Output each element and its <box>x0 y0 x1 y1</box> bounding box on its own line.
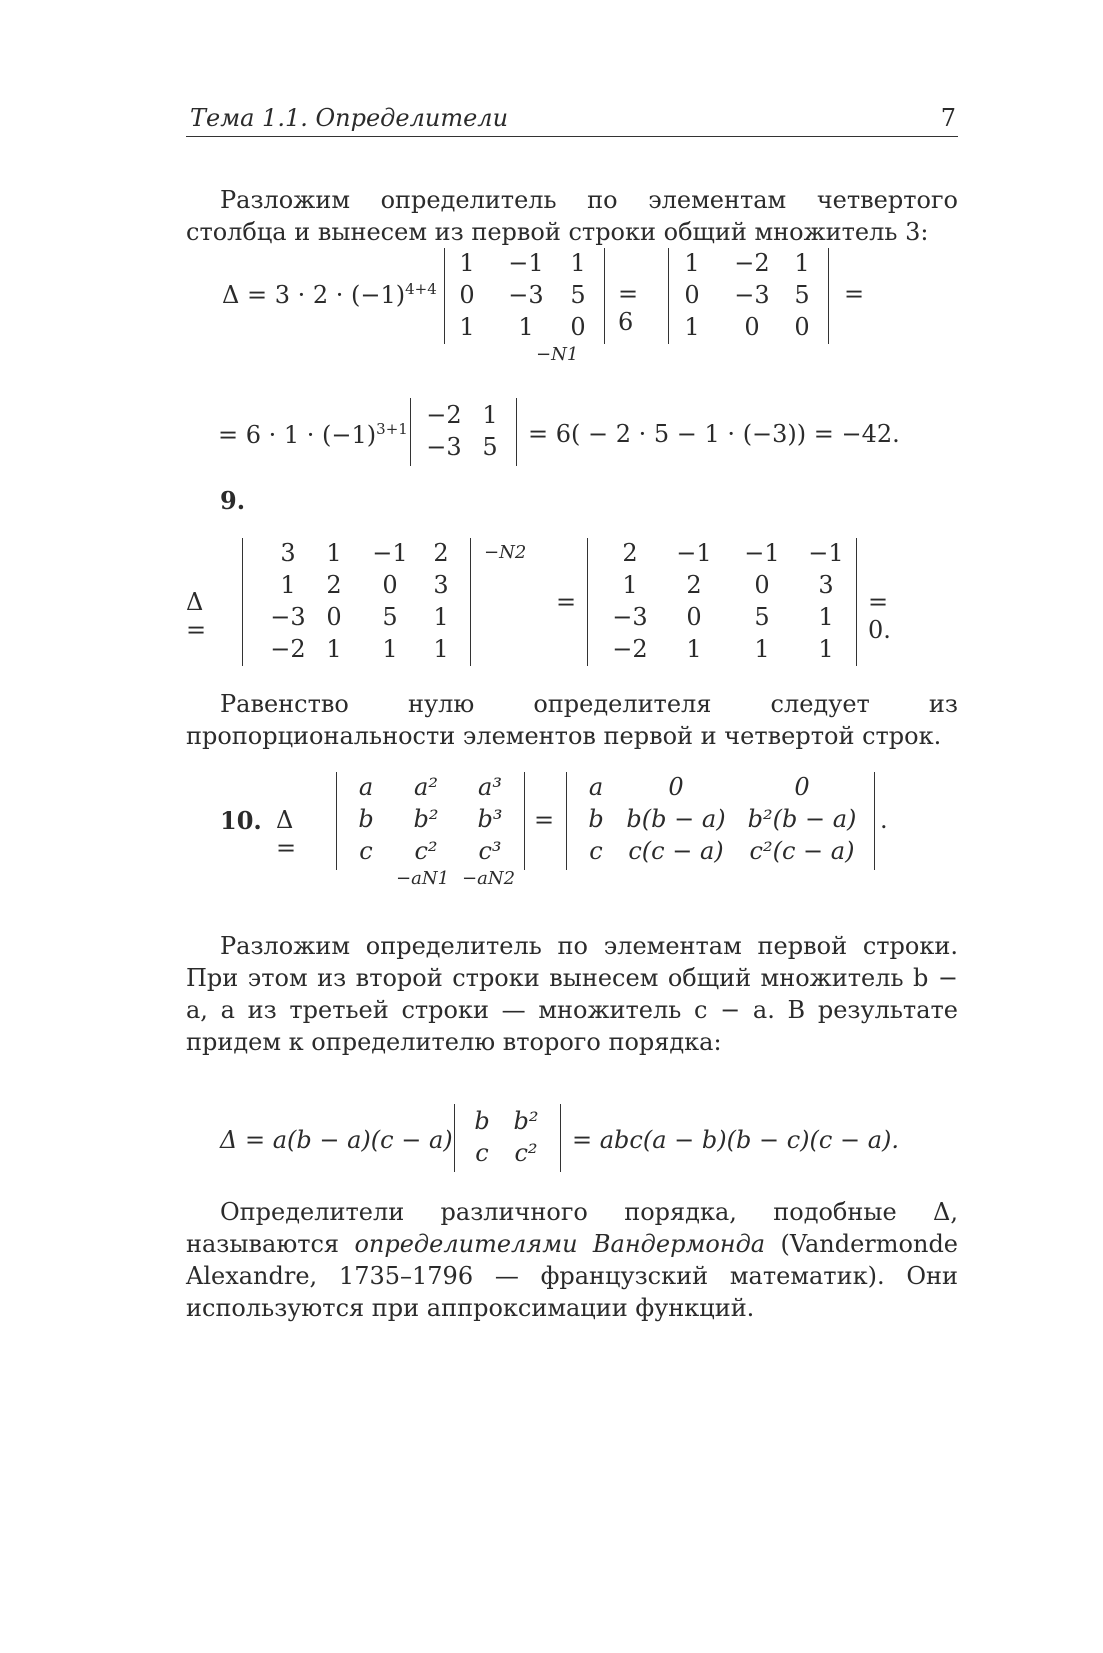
matrix-cell: −3 <box>508 281 544 309</box>
eq3-rhs: = abc(a − b)(b − c)(c − a). <box>572 1126 899 1154</box>
matrix-cell: 0 <box>668 773 684 801</box>
eq9-rhs: = 0. <box>868 588 891 644</box>
matrix-cell: b³ <box>477 805 503 833</box>
matrix-cell: c² <box>514 1139 538 1167</box>
matrix-cell: 1 <box>518 313 534 341</box>
det-bar <box>828 248 829 344</box>
eq2-lhs-exponent: 3+1 <box>376 420 408 438</box>
matrix-cell: c³ <box>478 837 502 865</box>
matrix-cell: c²(c − a) <box>749 837 855 865</box>
det-bar <box>444 248 445 344</box>
det-bar <box>604 248 605 344</box>
det-bar <box>587 538 588 666</box>
matrix-cell: 1 <box>794 249 810 277</box>
det-bar <box>410 398 411 466</box>
matrix-cell: 1 <box>382 635 398 663</box>
eq2-lhs-text: = 6 · 1 · (−1) <box>218 421 377 449</box>
matrix-cell: −2 <box>734 249 770 277</box>
matrix-cell: −3 <box>426 433 462 461</box>
matrix-cell: 0 <box>794 313 810 341</box>
matrix-cell: 0 <box>382 571 398 599</box>
problem-9-label: 9. <box>220 486 246 515</box>
matrix-cell: −1 <box>808 539 844 567</box>
matrix-cell: 3 <box>280 539 296 567</box>
matrix-cell: 5 <box>570 281 586 309</box>
matrix-cell: 1 <box>754 635 770 663</box>
matrix-cell: −3 <box>612 603 648 631</box>
matrix-cell: c <box>359 837 373 865</box>
matrix-cell: b <box>358 805 374 833</box>
matrix-cell: b² <box>513 1107 539 1135</box>
matrix-cell: 0 <box>570 313 586 341</box>
matrix-cell: a <box>358 773 374 801</box>
matrix-cell: a² <box>414 773 438 801</box>
matrix-cell: 0 <box>754 571 770 599</box>
eq10-note-1: −aN1 <box>396 868 450 889</box>
matrix-cell: 1 <box>570 249 586 277</box>
matrix-cell: 5 <box>754 603 770 631</box>
matrix-cell: 5 <box>382 603 398 631</box>
det-bar <box>336 772 337 870</box>
matrix-cell: c <box>589 837 603 865</box>
det-bar <box>454 1104 455 1172</box>
det-bar <box>874 772 875 870</box>
matrix-cell: b <box>474 1107 490 1135</box>
matrix-cell: 0 <box>326 603 342 631</box>
det-bar <box>516 398 517 466</box>
matrix-cell: −1 <box>372 539 408 567</box>
eq1-lhs-text: Δ = 3 · 2 · (−1) <box>222 281 406 309</box>
matrix-cell: b² <box>413 805 439 833</box>
matrix-cell: 1 <box>818 635 834 663</box>
matrix-cell: 0 <box>744 313 760 341</box>
eq10-eq: = <box>534 806 555 834</box>
matrix-cell: 0 <box>684 281 700 309</box>
matrix-cell: 2 <box>622 539 638 567</box>
matrix-cell: 1 <box>459 313 475 341</box>
paragraph-3-text: Разложим определитель по элементам первой строки. При этом из второй строки вынесем общий множитель b − a, а из третьей строки — множитель c − a. В результате придем к определителю второго порядка: <box>186 932 958 1056</box>
matrix-cell: 5 <box>482 433 498 461</box>
eq1-mid: = 6 <box>618 280 639 336</box>
eq2-lhs <box>218 420 408 449</box>
matrix-cell: 1 <box>459 249 475 277</box>
matrix-cell: 2 <box>326 571 342 599</box>
paragraph-3 <box>186 930 958 1058</box>
eq1-lhs <box>222 280 437 309</box>
det-bar <box>668 248 669 344</box>
matrix-cell: −1 <box>508 249 544 277</box>
det-bar <box>560 1104 561 1172</box>
matrix-cell: 1 <box>622 571 638 599</box>
paragraph-1 <box>186 184 958 248</box>
matrix-cell: a <box>588 773 604 801</box>
matrix-cell: 1 <box>684 313 700 341</box>
eq9-eq: = <box>556 588 577 616</box>
paragraph-4 <box>186 1196 958 1324</box>
matrix-cell: c(c − a) <box>628 837 724 865</box>
paragraph-2 <box>186 688 958 752</box>
matrix-cell: −3 <box>734 281 770 309</box>
eq10-note-2: −aN2 <box>462 868 516 889</box>
matrix-cell: 1 <box>686 635 702 663</box>
eq1-note: −N1 <box>536 344 579 365</box>
matrix-cell: 1 <box>433 635 449 663</box>
matrix-cell: 0 <box>686 603 702 631</box>
eq3-lhs: Δ = a(b − a)(c − a) <box>220 1126 453 1154</box>
matrix-cell: c² <box>414 837 438 865</box>
matrix-cell: 1 <box>280 571 296 599</box>
matrix-cell: 1 <box>818 603 834 631</box>
problem-10-label: 10. <box>220 806 262 835</box>
para4-term: определителями Вандермонда <box>354 1230 766 1258</box>
page-number: 7 <box>940 104 956 132</box>
matrix-cell: −2 <box>426 401 462 429</box>
matrix-cell: −3 <box>270 603 306 631</box>
matrix-cell: 3 <box>818 571 834 599</box>
paragraph-4-text <box>186 1196 958 1324</box>
det-bar <box>856 538 857 666</box>
matrix-cell: 3 <box>433 571 449 599</box>
eq10-end: . <box>880 806 888 834</box>
matrix-cell: 1 <box>482 401 498 429</box>
matrix-cell: c <box>475 1139 489 1167</box>
para4-after: (Vandermonde Alexandre, 1735–1796 — французский математик). Они используются при аппроксимации функций. <box>186 1230 959 1322</box>
matrix-cell: 5 <box>794 281 810 309</box>
eq2-rhs: = 6( − 2 · 5 − 1 · (−3)) = −42. <box>528 420 900 448</box>
matrix-cell: 1 <box>326 539 342 567</box>
eq1-lhs-exponent: 4+4 <box>405 280 437 298</box>
matrix-cell: b(b − a) <box>626 805 726 833</box>
det-bar <box>242 538 243 666</box>
matrix-cell: −1 <box>676 539 712 567</box>
matrix-cell: b <box>588 805 604 833</box>
para4-before: Определители различного порядка, подобные Δ, называются <box>186 1198 958 1258</box>
matrix-cell: 1 <box>326 635 342 663</box>
det-bar <box>470 538 471 666</box>
matrix-cell: 0 <box>794 773 810 801</box>
eq1-end: = <box>844 280 865 308</box>
matrix-cell: −2 <box>612 635 648 663</box>
eq10-lhs: Δ = <box>276 806 297 862</box>
matrix-cell: 1 <box>433 603 449 631</box>
matrix-cell: b²(b − a) <box>747 805 857 833</box>
paragraph-1-text: Разложим определитель по элементам четвертого столбца и вынесем из первой строки общий множитель 3: <box>186 186 958 246</box>
det-bar <box>524 772 525 870</box>
paragraph-2-text: Равенство нулю определителя следует из пропорциональности элементов первой и четвертой строк. <box>186 690 958 750</box>
running-header <box>186 100 958 137</box>
matrix-cell: 2 <box>686 571 702 599</box>
matrix-cell: −2 <box>270 635 306 663</box>
matrix-cell: 1 <box>684 249 700 277</box>
matrix-cell: 0 <box>459 281 475 309</box>
eq9-note: −N2 <box>484 542 527 563</box>
header-title: Тема 1.1. Определители <box>190 104 509 132</box>
matrix-cell: −1 <box>744 539 780 567</box>
matrix-cell: 2 <box>433 539 449 567</box>
eq9-lhs: Δ = <box>186 588 207 644</box>
matrix-cell: a³ <box>478 773 502 801</box>
